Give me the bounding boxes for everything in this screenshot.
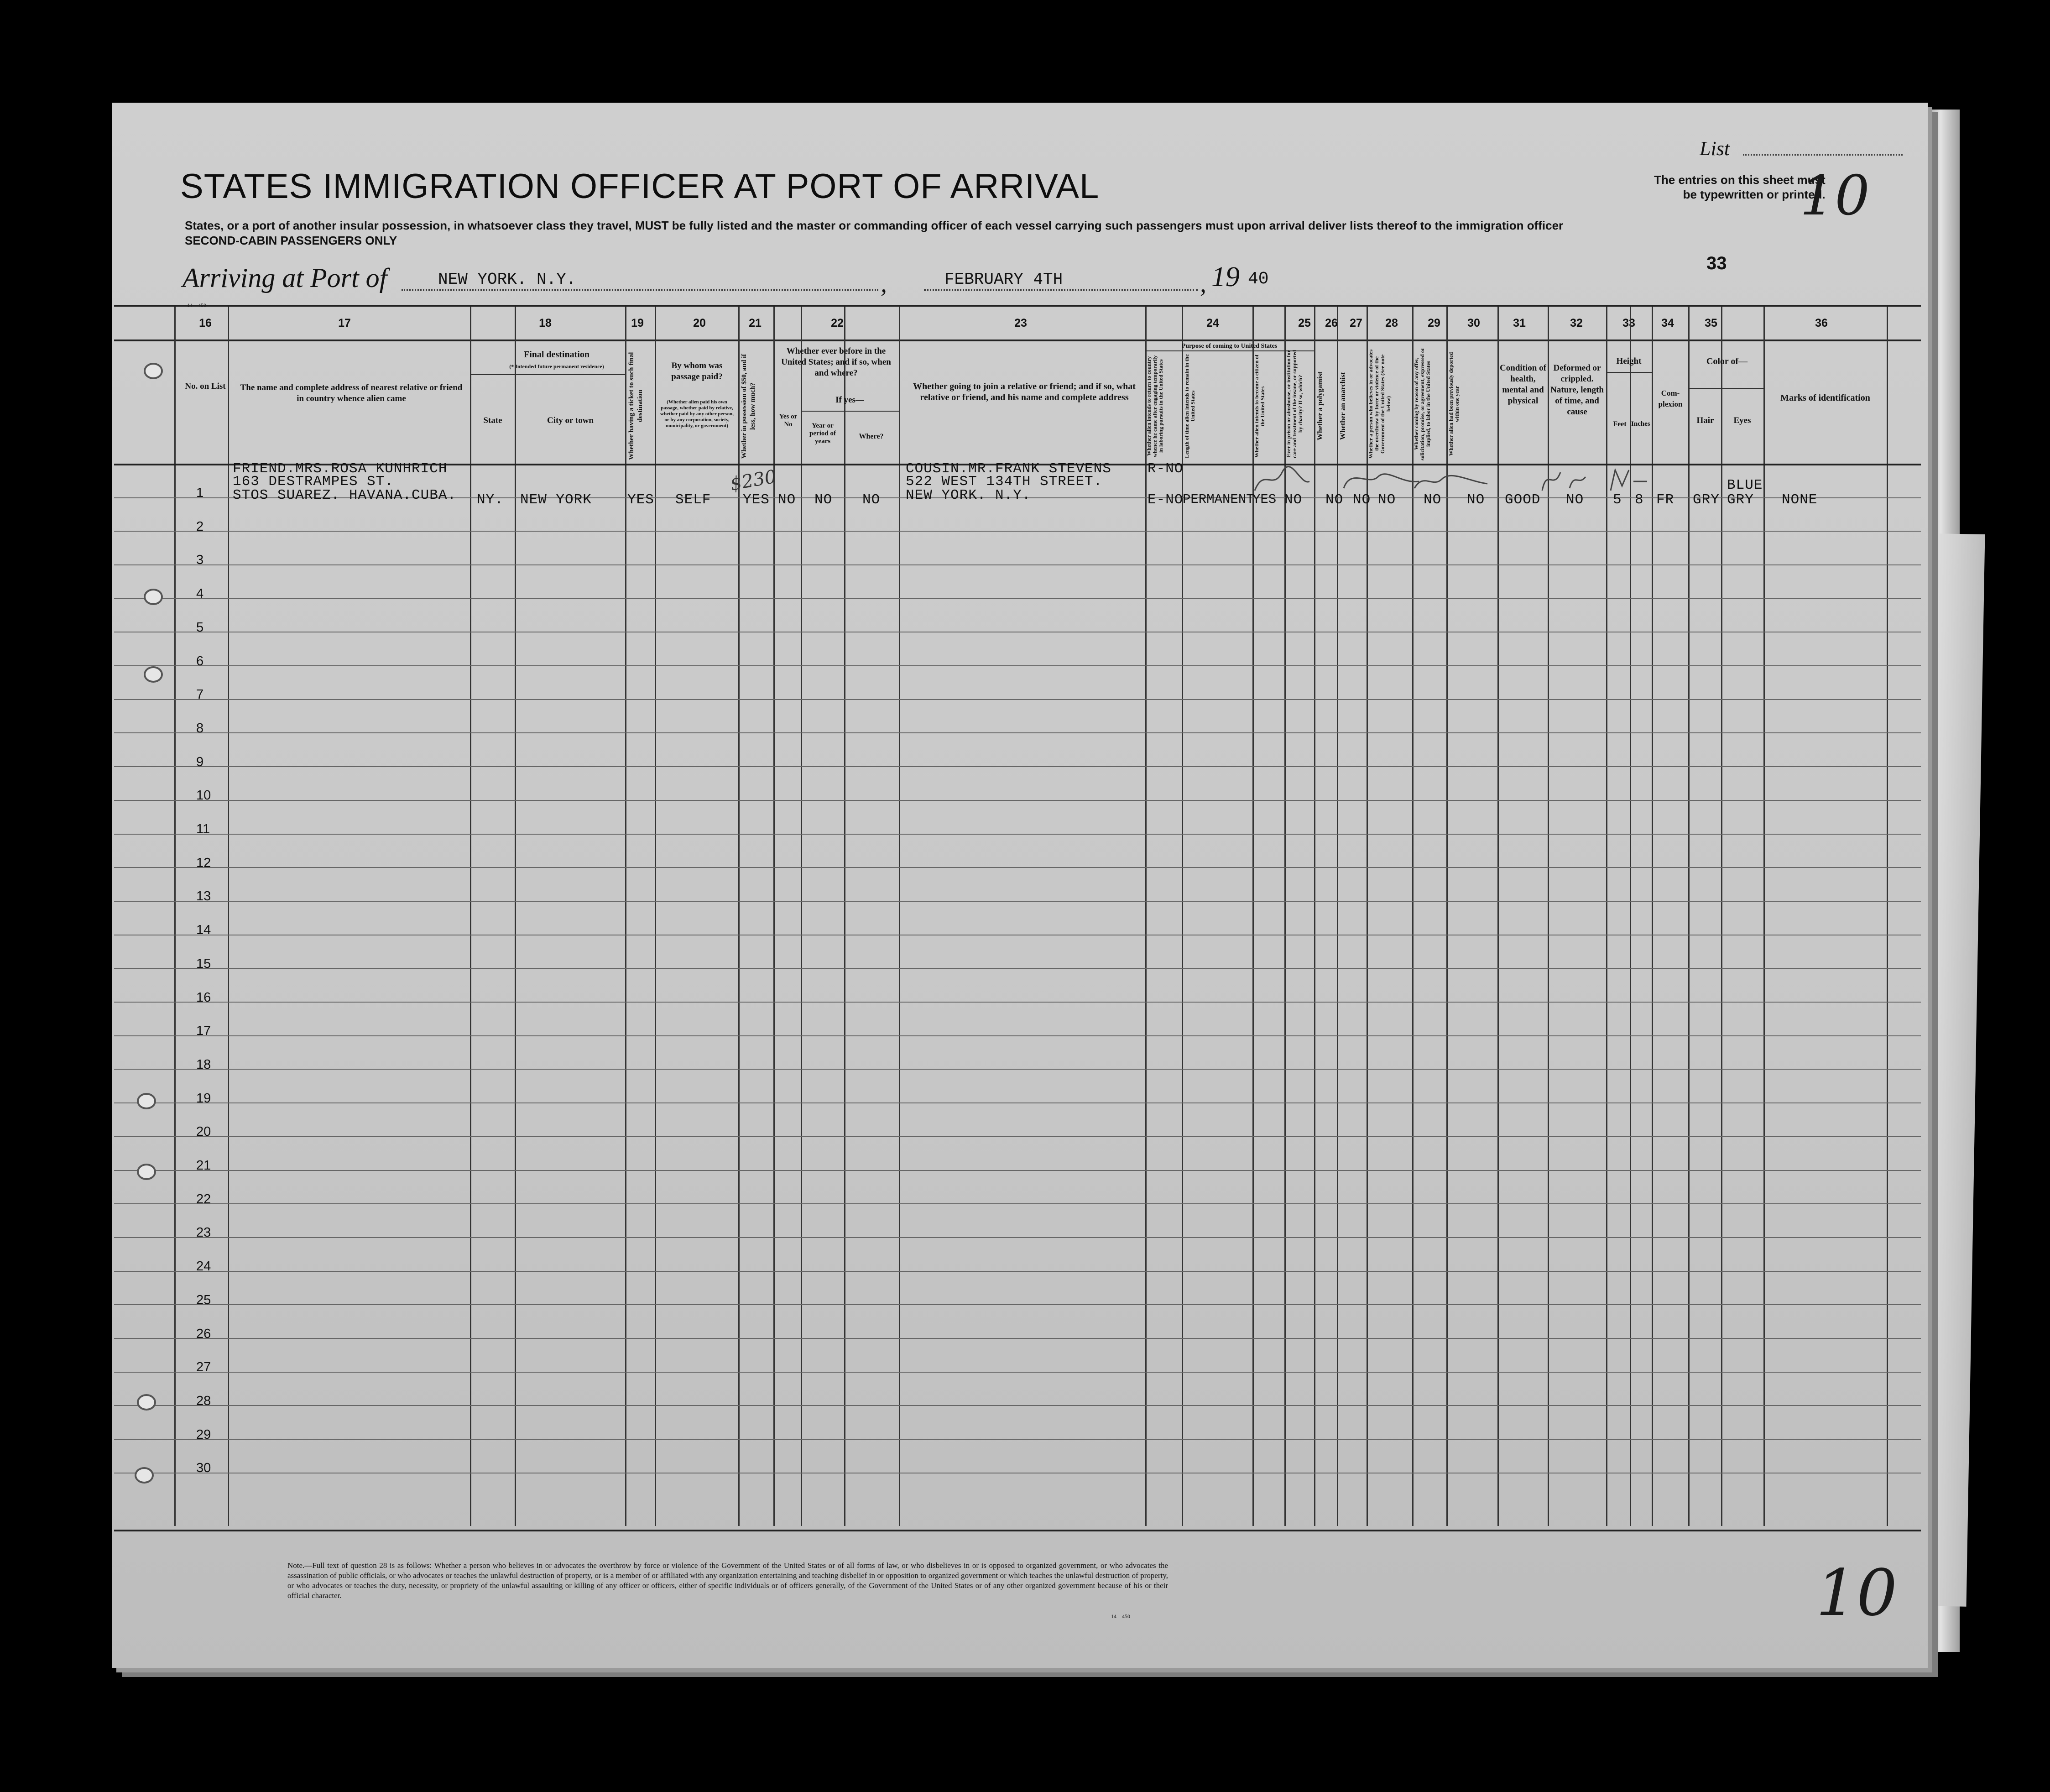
eyes-line-2: GRY (1727, 492, 1754, 508)
header-feet: Feet (1613, 420, 1627, 428)
handwriting-stroke (1255, 467, 1309, 491)
list-number: 33 (1706, 253, 1727, 273)
table-row (114, 1237, 1921, 1272)
col-num: 25 (1298, 317, 1311, 329)
list-fill-line (1743, 154, 1903, 156)
table-row (114, 800, 1921, 835)
table-row (114, 665, 1921, 700)
col-num: 30 (1467, 317, 1480, 329)
relative-line-2: 163 DESTRAMPES ST. (233, 474, 394, 490)
col-num: 21 (749, 317, 762, 329)
col-num: 35 (1705, 317, 1717, 329)
col-num: 22 (831, 317, 844, 329)
header-yes-or-no: Yes or No (779, 413, 798, 428)
before-where: NO (862, 492, 881, 508)
table-row (114, 1305, 1921, 1339)
table-row (114, 867, 1921, 902)
table-row (114, 1405, 1921, 1440)
table-row (114, 1338, 1921, 1373)
ticket-value: YES (627, 492, 654, 508)
binding-hole (137, 1093, 156, 1109)
table-row (114, 733, 1921, 768)
binding-hole (144, 666, 163, 683)
col-num: 34 (1661, 317, 1674, 329)
header-eyes: Eyes (1733, 416, 1751, 425)
join-line-3: NEW YORK. N.Y. (906, 487, 1031, 503)
header-final-destination-note: (* Intended future permanent residence) (509, 363, 604, 370)
eyes-line-1: BLUE (1727, 477, 1763, 493)
handwriting-stroke (1414, 475, 1487, 488)
header-q28: Whether a person who believes in or advocates the overthrow by force or violence of the Government of the United States (See note below) (1367, 349, 1392, 459)
complexion-value: FR (1656, 492, 1674, 508)
deformed-value: NO (1566, 492, 1584, 508)
subheader-divider (801, 411, 899, 412)
header-before-in-us: Whether ever before in the United States; and if so, when and where? (781, 346, 891, 378)
table-row (114, 632, 1921, 667)
table-row (114, 1069, 1921, 1104)
header-final-destination: Final destination (524, 350, 589, 360)
port-field (402, 270, 878, 291)
relative-line-3: STOS SUAREZ. HAVANA.CUBA. (233, 487, 457, 503)
relative-line-1: FRIEND.MRS.ROSA KUNHRICH (233, 461, 448, 477)
arriving-label: Arriving at Port of (183, 263, 387, 293)
subtitle-line-2: SECOND-CABIN PASSENGERS ONLY (185, 234, 397, 247)
header-hair: Hair (1696, 416, 1714, 425)
header-complexion: Com-plexion (1658, 389, 1683, 408)
before-years: NO (814, 492, 833, 508)
header-subtitle (185, 218, 1563, 248)
header-height: Height (1616, 356, 1642, 366)
handwriting-stroke (1542, 472, 1586, 491)
col-num: 17 (338, 317, 351, 329)
table-row (114, 901, 1921, 935)
date-value: FEBRUARY 4TH (944, 270, 1063, 289)
col-num: 26 (1325, 317, 1338, 329)
hair-value: GRY (1693, 492, 1720, 508)
table-row (114, 1002, 1921, 1036)
table-row (114, 968, 1921, 1003)
col-num: 32 (1570, 317, 1583, 329)
q30-value: NO (1467, 492, 1485, 508)
binding-hole (144, 363, 163, 379)
column-number-row (114, 307, 1921, 341)
header-q30: Whether alien had been previously deported within one year (1448, 352, 1460, 456)
length-value: PERMANENT (1183, 492, 1254, 507)
table-row (114, 598, 1921, 633)
header-deformed: Deformed or crippled. Nature, length of time, and cause (1550, 363, 1604, 417)
port-value: NEW YORK. N.Y. (438, 270, 576, 289)
purpose-line-2: E-NO (1148, 492, 1184, 508)
subheader-divider (1688, 388, 1763, 389)
comma: , (881, 270, 887, 298)
binding-hole (137, 1164, 156, 1180)
binding-hole (135, 1467, 154, 1484)
table-row (114, 1136, 1921, 1171)
header-city: City or town (547, 416, 594, 425)
q29-value: NO (1424, 492, 1442, 508)
date-field (924, 270, 1198, 291)
dest-city: NEW YORK (520, 492, 592, 508)
col-num: 29 (1428, 317, 1440, 329)
header-purpose-sub3: Whether alien intends to become a citizen of the United States (1253, 354, 1266, 458)
col-num: 27 (1350, 317, 1362, 329)
header-nearest-relative: The name and complete address of nearest relative or friend in country whence alien came (240, 383, 463, 403)
col-num: 28 (1385, 317, 1398, 329)
subheader-divider (1606, 372, 1652, 373)
col-num: 24 (1206, 317, 1219, 329)
header-color-of: Color of— (1706, 356, 1748, 366)
q28-value: NO (1378, 492, 1396, 508)
footer-note: Note.—Full text of question 28 is as follows: Whether a person who believes in or advocates the overthrow by force or violence of the Government of the United States or of all forms of law, or who disbelieves in or is opposed to organized government, or who advocates the assassination of public officials, or who advocates or teaches the unlawful destruction of property, or is a member of or affiliated with any organization entertaining and teaching disbelief in or opposition to organized government or which teaches the unlawful destruction of property, or who advocates or teaches the duty, necessity, or propriety of the unlawful assaulting or killing of any officer or officers, either of specific individuals or of officers generally, of the Government of the United States or of any other organized government because of his or their official character. (287, 1561, 1168, 1600)
col-num: 18 (539, 317, 552, 329)
entries-note-line-1: The entries on this sheet must (1654, 173, 1826, 187)
money-handwritten: $230 (728, 466, 778, 495)
form-number: 14—450 (1111, 1613, 1130, 1620)
page-number-handwritten: 10 (1816, 1556, 1898, 1630)
header-state: State (483, 416, 502, 425)
header-no-on-list: No. on List (185, 381, 226, 391)
page-title: STATES IMMIGRATION OFFICER AT PORT OF ARRIVAL (180, 167, 1100, 206)
before-yes-no: NO (778, 492, 796, 508)
prison-value: NO (1284, 492, 1303, 508)
table-row (114, 1170, 1921, 1205)
table-row (114, 1203, 1921, 1238)
table-row (114, 1439, 1921, 1473)
col-num: 31 (1513, 317, 1526, 329)
header-purpose-sub2: Length of time alien intends to remain in the United States (1184, 354, 1196, 458)
polygamist-value: NO (1325, 492, 1344, 508)
table-row (114, 935, 1921, 969)
table-row (114, 1102, 1921, 1137)
binding-hole (144, 589, 163, 605)
list-label: List (1700, 137, 1730, 160)
col-num: 36 (1815, 317, 1828, 329)
join-line-2: 522 WEST 134TH STREET. (906, 474, 1103, 490)
marks-value: NONE (1782, 492, 1818, 508)
citizen-value: YES (1252, 492, 1277, 507)
header-possession: Whether in possession of $50, and if less, how much? (741, 354, 756, 459)
header-where: Where? (859, 433, 884, 440)
header-anarchist: Whether an anarchist (1339, 372, 1347, 440)
col-num: 19 (631, 317, 644, 329)
table-row (114, 531, 1921, 565)
header-purpose: Purpose of coming to United States (1181, 343, 1278, 350)
handwriting-stroke (1344, 474, 1419, 488)
header-polygamist: Whether a polygamist (1316, 371, 1324, 441)
header-by-whom-note: (Whether alien paid his own passage, whether paid by relative, whether paid by any other person, or by any corporation, society, municipality, or government) (660, 399, 734, 428)
col-num: 23 (1014, 317, 1027, 329)
header-purpose-sub1: Whether alien intends to return to country whence he came after engaging temporarily in laboring pursuits in the United States (1146, 355, 1164, 457)
table-row (114, 1372, 1921, 1406)
subtitle-line-1: States, or a port of another insular possession, in whatsoever class they travel, MUST be fully listed and the master or commanding officer of each vessel carrying such passengers must upon arrival deliver lists thereof to the immigration officer (185, 219, 1564, 232)
table-row (114, 834, 1921, 868)
header-inches: Inches (1631, 420, 1650, 428)
table-row (114, 564, 1921, 599)
col-num: 20 (693, 317, 706, 329)
table-row (114, 1035, 1921, 1070)
top-form-mark: 14—450 (187, 302, 206, 308)
inches-value: 8 (1635, 492, 1644, 508)
header-prison: Ever in prison or almshouse, or institution for care and treatment of the insane, or supported by charity? If so, which? (1285, 350, 1304, 458)
header-ticket: Whether having a ticket to such final destination (628, 352, 644, 460)
table-row (114, 699, 1921, 734)
header-condition: Condition of health, mental and physical (1500, 363, 1546, 406)
subheader-divider (470, 374, 625, 375)
feet-value: 5 (1613, 492, 1622, 508)
header-join-relative: Whether going to join a relative or friend; and if so, what relative or friend, and his name and complete address (913, 381, 1136, 402)
purpose-line-1: R-NO (1148, 461, 1184, 477)
entries-note-line-2: be typewritten or printed. (1683, 188, 1826, 201)
dest-state: NY. (477, 492, 504, 508)
sheet-number-handwritten: 10 (1800, 164, 1870, 228)
year-prefix: 19 (1211, 261, 1240, 293)
table-row (114, 1271, 1921, 1306)
col-num: 33 (1622, 317, 1635, 329)
handwriting-stroke (1611, 470, 1647, 491)
handwritten-annotations (1250, 463, 1647, 500)
paid-by-value: SELF (675, 492, 711, 508)
condition-value: GOOD (1505, 492, 1541, 508)
comma: , (1200, 270, 1206, 298)
header-if-yes: If yes— (835, 395, 864, 405)
header-q29: Whether coming by reason of any offer, solicitation, promise, or agreement, expressed or implied, to labor in the United States (1413, 347, 1431, 460)
binding-hole (137, 1394, 156, 1411)
anarchist-value: NO (1353, 492, 1371, 508)
year-suffix: 40 (1248, 269, 1269, 289)
header-marks: Marks of identification (1780, 393, 1870, 403)
header-year-period: Year or period of years (809, 422, 836, 445)
table-row (114, 766, 1921, 801)
header-by-whom: By whom was passage paid? (671, 361, 723, 381)
possession-value: YES (743, 492, 770, 508)
join-line-1: COUSIN.MR.FRANK STEVENS (906, 461, 1111, 477)
col-num: 16 (199, 317, 212, 329)
